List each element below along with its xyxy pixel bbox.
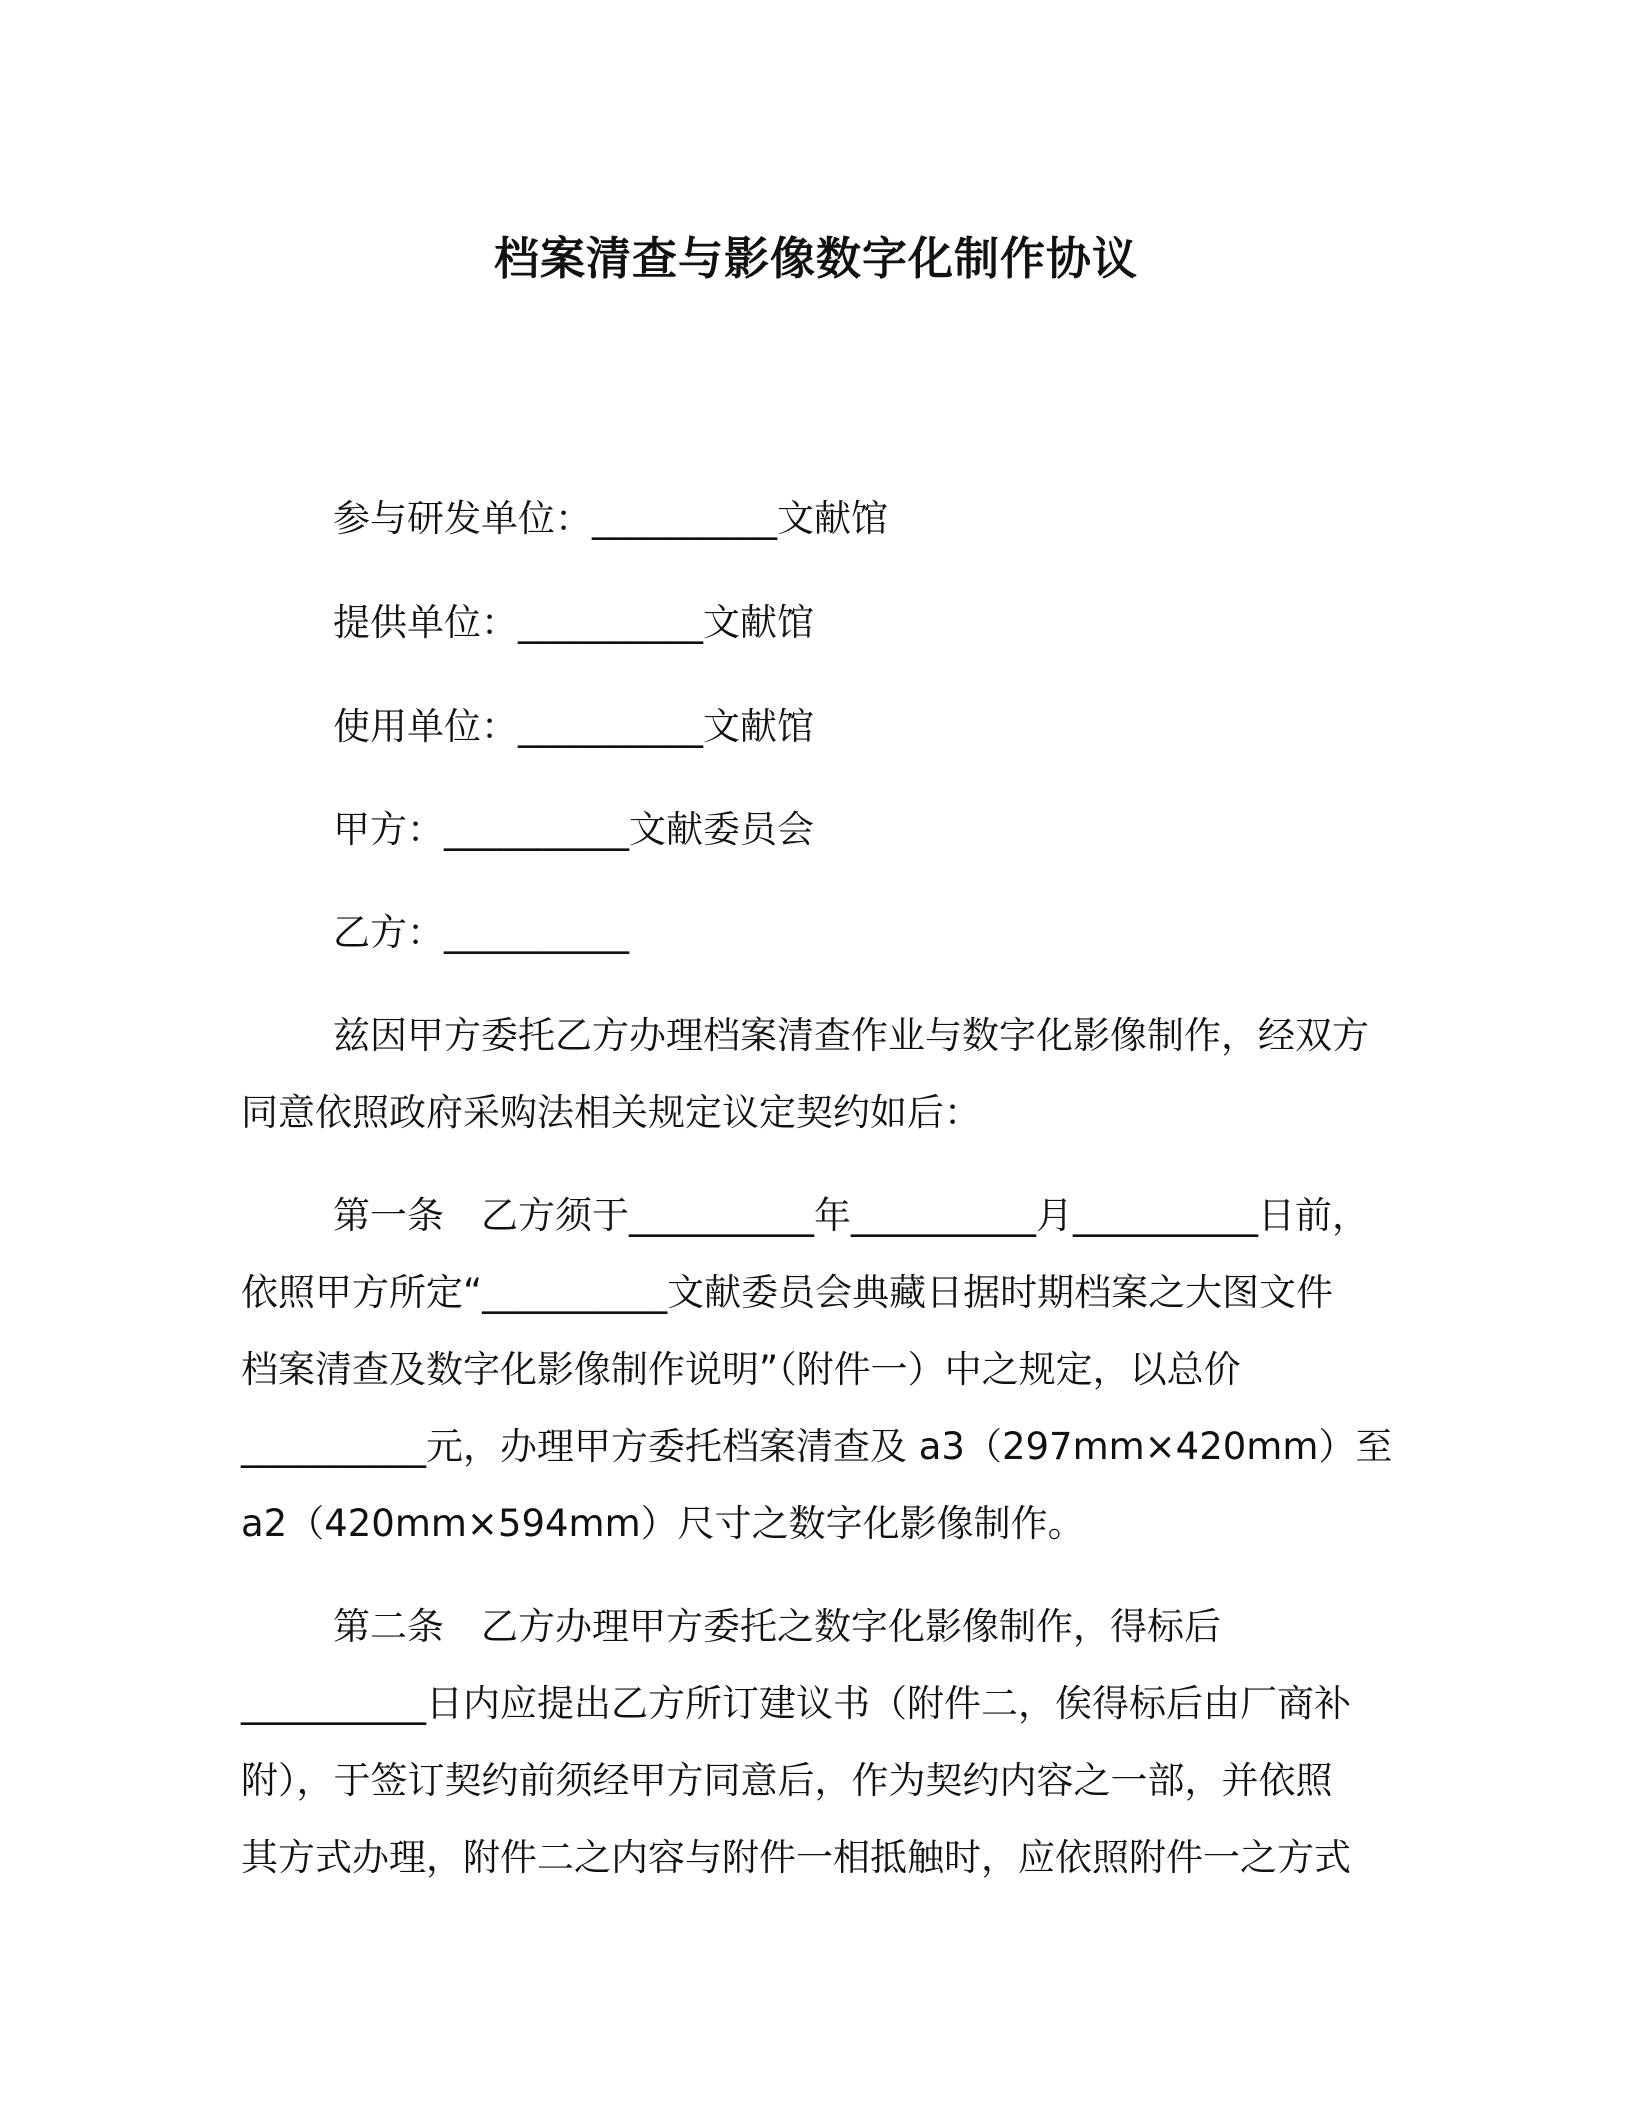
article-1-line: a2（420mm×594mm）尺寸之数字化影像制作。 xyxy=(241,1502,1085,1545)
article-1-line: 依照甲方所定“__________文献委员会典藏日据时期档案之大图文件 xyxy=(241,1271,1334,1314)
field-research-unit: 参与研发单位：__________文献馆 xyxy=(333,497,888,540)
intro-paragraph xyxy=(241,997,1391,1151)
article-1-line: __________元，办理甲方委托档案清查及 a3（297mm×420mm）至 xyxy=(241,1425,1393,1468)
field-provider-unit: 提供单位：__________文献馆 xyxy=(333,601,814,644)
field-user-unit: 使用单位：__________文献馆 xyxy=(333,705,814,748)
intro-line: 同意依照政府采购法相关规定议定契约如后： xyxy=(241,1091,981,1134)
document-title: 档案清查与影像数字化制作协议 xyxy=(493,232,1138,285)
article-2-line: 附），于签订契约前须经甲方同意后，作为契约内容之一部，并依照 xyxy=(241,1759,1333,1802)
article-2-line: 其方式办理，附件二之内容与附件一相抵触时，应依照附件一之方式 xyxy=(241,1836,1351,1879)
article-2-line: 第二条 乙方办理甲方委托之数字化影像制作，得标后 xyxy=(333,1605,1221,1648)
article-2-paragraph xyxy=(241,1588,1391,1896)
article-2-line: __________日内应提出乙方所订建议书（附件二，俟得标后由厂商补 xyxy=(241,1682,1351,1725)
field-party-a: 甲方：__________文献委员会 xyxy=(333,808,814,851)
field-party-b: 乙方：__________ xyxy=(333,911,629,954)
article-1-line: 档案清查及数字化影像制作说明”（附件一）中之规定，以总价 xyxy=(241,1348,1241,1391)
article-1-paragraph xyxy=(241,1177,1391,1562)
intro-line: 兹因甲方委托乙方办理档案清查作业与数字化影像制作，经双方 xyxy=(333,1014,1369,1057)
article-1-line: 第一条 乙方须于__________年__________月__________日前， xyxy=(333,1194,1369,1237)
